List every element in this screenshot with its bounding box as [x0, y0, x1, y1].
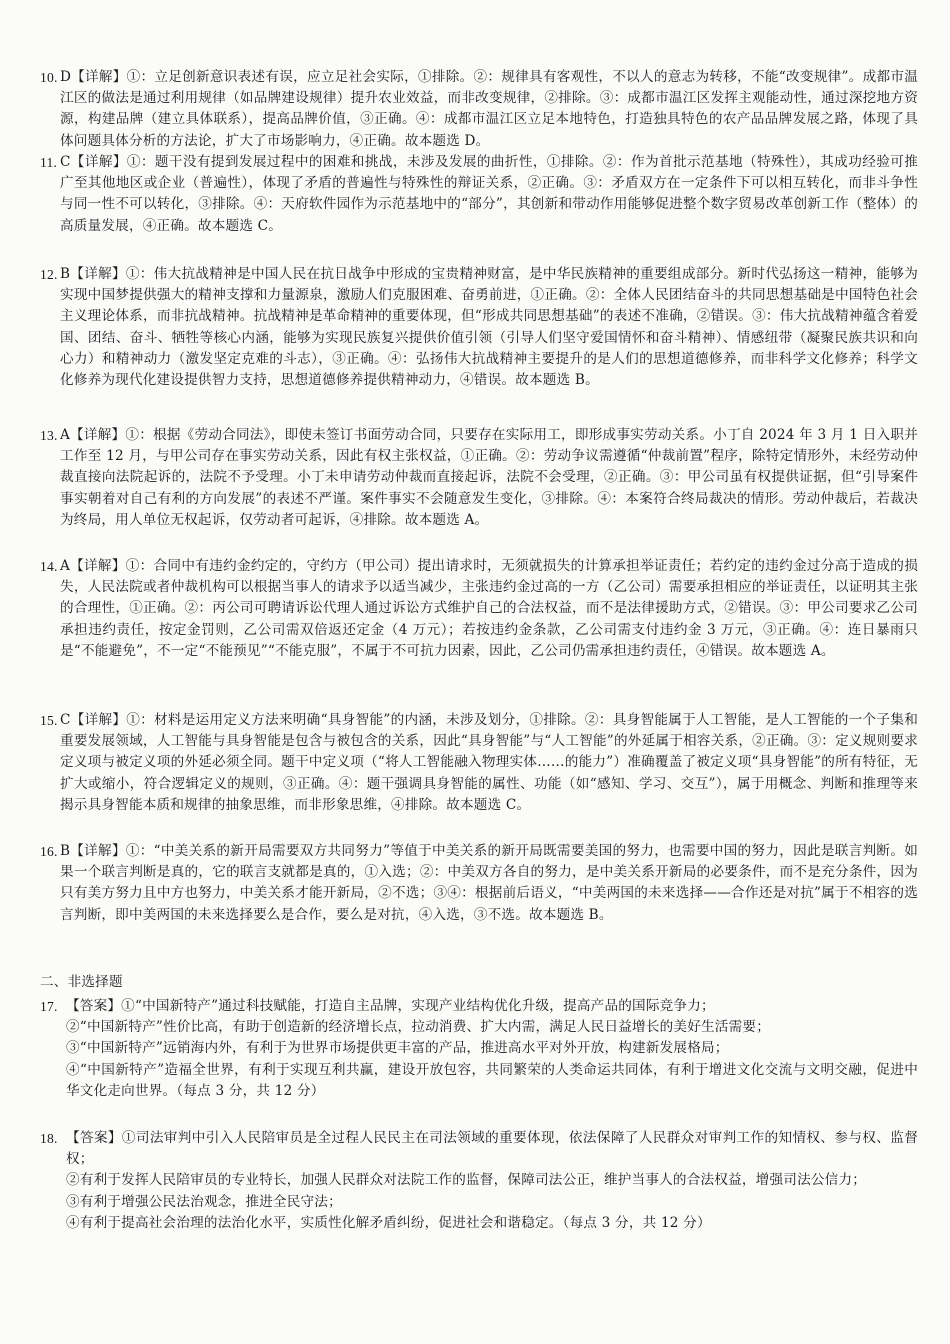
item-number: 11. [40, 155, 58, 170]
item-number: 15. [40, 713, 58, 728]
answer-item-15 [40, 710, 918, 816]
answer-item-17 [40, 996, 918, 1102]
item-explanation: D【详解】①：立足创新意识表述有误，应立足社会实际，①排除。②：规律具有客观性，不以人的意志为转移，不能“改变规律”。成都市温江区的做法是通过利用规律（如品牌建设规律）提升农业效益，而非改变规律，②排除。③：成都市温江区发挥主观能动性，通过深挖地方资源，构建品牌（建立具体联系），提高品牌价值，③正确。④：成都市温江区立足本地特色，打造独具特色的农产品品牌发展之路，体现了具体问题具体分析的方法论，扩大了市场影响力，④正确。故本题选 D。 [60, 69, 918, 149]
answer-item-16 [40, 841, 918, 926]
answer-line: 【答案】①“中国新特产”通过科技赋能，打造自主品牌，实现产业结构优化升级，提高产品的国际竞争力； [66, 998, 715, 1014]
answer-line: ③“中国新特产”远销海内外，有利于为世界市场提供更丰富的产品，推进高水平对外开放，构建新发展格局； [66, 1040, 729, 1057]
answer-item-14 [40, 556, 918, 662]
answer-item-18 [40, 1128, 918, 1234]
item-number: 18. [40, 1131, 58, 1146]
item-explanation: C【详解】①：题干没有提到发展过程中的困难和挑战，未涉及发展的曲折性，①排除。②：作为首批示范基地（特殊性），其成功经验可推广至其他地区或企业（普遍性），体现了矛盾的普遍性与特殊性的辩证关系，②正确。③：矛盾双方在一定条件下可以相互转化，而非斗争性与同一性不可以转化，③排除。④：天府软件园作为示范基地中的“部分”，其创新和带动作用能够促进整个数字贸易改革创新工作（整体）的高质量发展，④正确。故本题选 C。 [60, 154, 918, 234]
item-number: 10. [40, 70, 58, 85]
item-explanation: B【详解】①：伟大抗战精神是中国人民在抗日战争中形成的宝贵精神财富，是中华民族精神的重要组成部分。新时代弘扬这一精神，能够为实现中国梦提供强大的精神支撑和力量源泉，激励人们克服困难、奋勇前进，①正确。②：全体人民团结奋斗的共同思想基础是中国特色社会主义理论体系，而非抗战精神。抗战精神是革命精神的重要体现，但“形成共同思想基础”的表述不准确，②错误。③：伟大抗战精神蕴含着爱国、团结、奋斗、牺牲等核心内涵，能够为实现民族复兴提供价值引领（引导人们坚守爱国情怀和奋斗精神）、情感纽带（凝聚民族共识和向心力）和精神动力（激发坚定克难的斗志），③正确。④：弘扬伟大抗战精神主要提升的是人们的思想道德修养，而非科学文化修养；科学文化修养为现代化建设提供智力支持，思想道德修养提供精神动力，④错误。故本题选 B。 [60, 266, 918, 389]
answer-body [66, 996, 918, 1102]
item-explanation: A【详解】①：合同中有违约金约定的，守约方（甲公司）提出请求时，无须就损失的计算承担举证责任；若约定的违约金过分高于造成的损失，人民法院或者仲裁机构可以根据当事人的请求予以适当减少，主张违约金过高的一方（乙公司）需要承担相应的举证责任，以证明其主张的合理性，①正确。②：丙公司可聘请诉讼代理人通过诉讼方式维护自己的合法权益，而不是法律援助方式，②错误。③：甲公司要求乙公司承担违约责任，按定金罚则，乙公司需双倍返还定金（4 万元）；若按违约金条款，乙公司需支付违约金 3 万元，③正确。④：连日暴雨只是“不能避免”，不一定“不能预见”“不能克服”，不属于不可抗力因素，因此，乙公司仍需承担违约责任，④错误。故本题选 A。 [60, 558, 918, 659]
item-number: 16. [40, 844, 58, 859]
answer-item-10 [40, 67, 918, 152]
answer-line: ②“中国新特产”性价比高，有助于创造新的经济增长点，拉动消费、扩大内需，满足人民日益增长的美好生活需要； [66, 1019, 770, 1036]
item-explanation: C【详解】①：材料是运用定义方法来明确“具身智能”的内涵，未涉及划分，①排除。②：具身智能属于人工智能，是人工智能的一个子集和重要发展领域，人工智能与具身智能是包含与被包含的关系，因此“具身智能”与“人工智能”的外延属于相容关系，②正确。③：定义规则要求定义项与被定义项的外延必须全同。题干中定义项（“将人工智能融入物理实体……的能力”）准确覆盖了被定义项“具身智能”的所有特征，无扩大或缩小，符合逻辑定义的规则，③正确。④：题干强调具身智能的属性、功能（如“感知、学习、交互”），属于用概念、判断和推理等来揭示具身智能本质和规律的抽象思维，而非形象思维，④排除。故本题选 C。 [60, 712, 918, 813]
answer-line: ④有利于提高社会治理的法治化水平，实质性化解矛盾纠纷，促进社会和谐稳定。（每点 3 分，共 12 分） [66, 1214, 711, 1231]
answer-line: ④“中国新特产”造福全世界，有利于实现互利共赢，建设开放包容，共同繁荣的人类命运共同体，有利于增进文化交流与文明交融，促进中华文化走向世界。（每点 3 分，共 12 分） [66, 1061, 918, 1099]
item-number: 12. [40, 267, 58, 282]
answer-item-12 [40, 264, 918, 391]
item-number: 13. [40, 428, 58, 443]
item-number: 14. [40, 559, 58, 574]
item-number: 17. [40, 999, 58, 1014]
item-explanation: A【详解】①：根据《劳动合同法》，即使未签订书面劳动合同，只要存在实际用工，即形成事实劳动关系。小丁自 2024 年 3 月 1 日入职并工作至 12 月，与甲公司存在事实劳动关系，因此有权主张权益，①正确。②：劳动争议需遵循“仲裁前置”程序，除特定情形外，未经劳动仲裁直接向法院起诉的，法院不予受理。小丁未申请劳动仲裁而直接起诉，法院不会受理，②正确。③：甲公司虽有权提供证据，但“引导案件事实朝着对自己有利的方向发展”的表述不严谨。案件事实不会随意发生变化，③排除。④：本案符合终局裁决的情形。劳动仲裁后，若裁决为终局，用人单位无权起诉，仅劳动者可起诉，④排除。故本题选 A。 [60, 427, 918, 528]
item-explanation: B【详解】①：“中美关系的新开局需要双方共同努力”等值于中美关系的新开局既需要美国的努力，也需要中国的努力，因此是联言判断。如果一个联言判断是真的，它的联言支就都是真的，①入选；②：中美双方各自的努力，是中美关系开新局的必要条件，而不是充分条件，因为只有美方努力且中方也努力，中美关系才能开新局，②不选；③④：根据前后语义，“中美两国的未来选择——合作还是对抗”属于不相容的选言判断，即中美两国的未来选择要么是合作，要么是对抗，④入选，③不选。故本题选 B。 [60, 843, 918, 923]
section-title: 二、非选择题 [40, 974, 123, 990]
answer-line: ③有利于增强公民法治观念，推进全民守法； [66, 1193, 342, 1210]
answer-line: ②有利于发挥人民陪审员的专业特长，加强人民群众对法院工作的监督，保障司法公正，维护当事人的合法权益，增强司法公信力； [66, 1172, 867, 1189]
answer-line: 【答案】①司法审判中引入人民陪审员是全过程人民民主在司法领域的重要体现，依法保障了人民群众对审判工作的知情权、参与权、监督权； [66, 1130, 918, 1168]
answer-item-11 [40, 152, 918, 237]
answer-item-13 [40, 425, 918, 531]
answer-body [66, 1128, 918, 1234]
